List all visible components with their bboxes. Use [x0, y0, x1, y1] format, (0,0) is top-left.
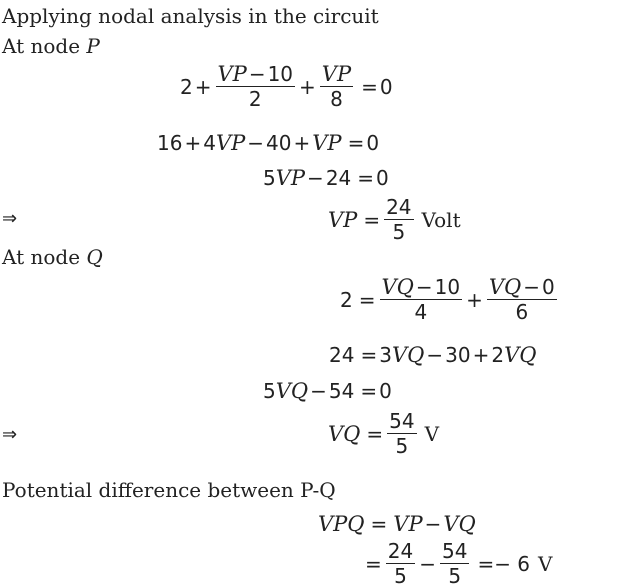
equation-3: 5 V P − 24 = 0 — [263, 166, 389, 190]
operator: = — [365, 551, 382, 576]
var: V — [443, 512, 459, 536]
fraction: V P − 10 2 — [217, 62, 294, 111]
var: V — [488, 275, 505, 299]
term: 24 — [325, 166, 352, 190]
term: 10 — [434, 275, 461, 299]
operator: + — [194, 74, 212, 99]
term: 24 — [329, 343, 355, 367]
term: 0 — [542, 275, 555, 299]
term: 4 — [203, 131, 216, 155]
equation-6: 24 = 3 V Q − 30 + 2 V Q — [329, 343, 537, 367]
term: 2 — [340, 287, 353, 312]
operator: − — [523, 275, 541, 299]
equation-1 — [180, 63, 393, 110]
equation-9: V PQ = V P − V Q — [318, 512, 476, 536]
pd-heading: Potential difference between P-Q — [2, 478, 336, 502]
equation-4: V P = $\frac{24}{5}$ Volt — [328, 195, 461, 244]
implies-arrow: ⇒ — [2, 208, 18, 229]
operator: − — [247, 131, 265, 155]
var: V — [381, 275, 397, 299]
var: V — [318, 512, 334, 536]
node-p-variable: P — [86, 34, 100, 58]
var: V — [504, 343, 520, 367]
result: =− 6 — [477, 551, 531, 576]
operator: = — [360, 379, 378, 403]
term: 54 — [328, 379, 355, 403]
var: V — [393, 512, 409, 536]
term: 5 — [263, 379, 276, 403]
var: V — [312, 131, 328, 155]
operator: = — [360, 343, 378, 367]
equation-7: 5 V Q − 54 = 0 — [263, 379, 392, 403]
var: V — [275, 166, 291, 190]
fraction — [386, 540, 415, 587]
var: V — [328, 421, 344, 446]
term: 0 — [376, 166, 389, 190]
denominator: 5 — [448, 564, 462, 588]
term: 0 — [379, 379, 392, 403]
operator: + — [466, 287, 483, 312]
operator: = — [358, 287, 376, 312]
var: V — [328, 207, 344, 232]
denominator: 5 — [395, 434, 409, 458]
fraction: V Q − 10 4 — [381, 275, 461, 324]
fraction — [387, 410, 416, 457]
denominator: 5 — [394, 564, 407, 588]
numerator: 24 — [387, 539, 414, 563]
node-q-prefix: At node — [2, 245, 87, 269]
equation-5 — [340, 276, 559, 323]
term: 10 — [267, 62, 294, 86]
operator: − — [307, 166, 324, 190]
operator: = — [363, 207, 381, 232]
term: 0 — [366, 131, 380, 155]
node-q-variable: Q — [86, 245, 103, 269]
operator: = — [361, 74, 378, 99]
var: V — [321, 62, 337, 86]
intro-text: Applying nodal analysis in the circuit — [2, 4, 379, 28]
operator: = — [370, 512, 388, 536]
term: 0 — [379, 74, 393, 99]
var: V — [215, 131, 232, 155]
fraction: V Q − 0 6 — [488, 275, 555, 324]
denominator: 5 — [392, 220, 406, 244]
unit: Volt — [421, 207, 461, 232]
node-p-heading — [2, 34, 100, 58]
operator: + — [472, 343, 490, 367]
operator: − — [426, 343, 444, 367]
denominator: 6 — [515, 300, 529, 324]
fraction — [384, 196, 413, 243]
term: 2 — [180, 74, 193, 99]
term: 2 — [491, 343, 505, 367]
unit: V — [424, 421, 440, 446]
term: 30 — [445, 343, 471, 367]
node-q-heading — [2, 245, 103, 269]
fraction — [440, 540, 469, 587]
operator: = — [366, 421, 384, 446]
unit: V — [538, 551, 553, 576]
node-p-prefix: At node — [2, 34, 87, 58]
var: V — [391, 343, 408, 367]
operator: = — [347, 131, 365, 155]
operator: = — [357, 166, 375, 190]
denominator: 8 — [330, 87, 343, 111]
operator: + — [293, 131, 311, 155]
operator: + — [299, 74, 316, 99]
fraction: V P 8 — [321, 62, 352, 111]
operator: − — [415, 275, 433, 299]
var: V — [217, 62, 233, 86]
denominator: 4 — [414, 300, 428, 324]
operator: − — [419, 551, 436, 576]
implies-arrow: ⇒ — [2, 424, 18, 445]
denominator: 2 — [248, 87, 262, 111]
numerator: 54 — [389, 409, 415, 433]
operator: − — [424, 512, 442, 536]
equation-2: 16 + 4 V P − 40 + V P = 0 — [157, 131, 380, 155]
equation-8: V Q = $\frac{54}{5}$ V — [328, 409, 440, 458]
operator: − — [310, 379, 327, 403]
term: 3 — [379, 343, 392, 367]
numerator: 54 — [441, 539, 468, 563]
operator: − — [248, 62, 266, 86]
numerator: 24 — [386, 195, 412, 219]
var: V — [275, 379, 291, 403]
operator: + — [184, 131, 202, 155]
term: 40 — [266, 131, 292, 155]
term: 5 — [263, 166, 276, 190]
term: 16 — [157, 131, 183, 155]
equation-10 — [363, 540, 553, 587]
